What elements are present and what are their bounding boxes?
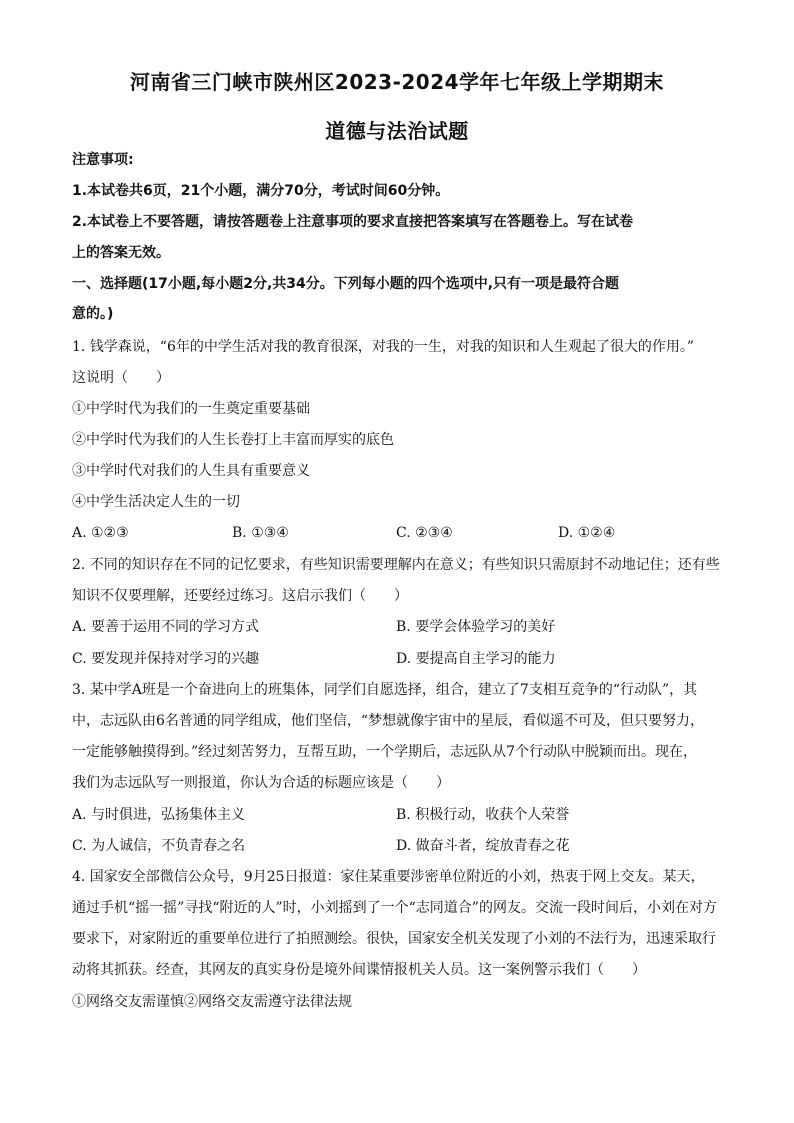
q1-statement-3: ③中学时代对我们的人生具有重要意义 xyxy=(72,463,310,479)
q3-stem-cont-3: 我们为志远队写一则报道，你认为合适的标题应该是（ ） xyxy=(72,775,450,791)
q1-option-c: C. ②③④ xyxy=(396,525,453,541)
notes-heading: 注意事项: xyxy=(72,152,134,168)
exam-title: 河南省三门峡市陕州区2023-2024学年七年级上学期期末 xyxy=(129,70,665,94)
q3-option-d: D. 做奋斗者，绽放青春之花 xyxy=(396,838,570,854)
q2-stem-cont: 知识不仅要理解，还要经过练习。这启示我们（ ） xyxy=(72,588,408,604)
q1-statement-1: ①中学时代为我们的一生奠定重要基础 xyxy=(72,401,310,417)
q2-option-b: B. 要学会体验学习的美好 xyxy=(396,619,556,635)
q3-stem-cont-2: 一定能够触摸得到。”经过刻苦努力，互帮互助，一个学期后，志远队从7个行动队中脱颖而出。现在， xyxy=(72,744,698,760)
q3-option-a: A. 与时俱进，弘扬集体主义 xyxy=(72,807,246,823)
q3-option-c: C. 为人诚信，不负青春之名 xyxy=(72,838,246,854)
note-2: 2.本试卷上不要答题，请按答题卷上注意事项的要求直接把答案填写在答题卷上。写在试卷 xyxy=(72,214,634,230)
q3-stem-cont-1: 中，志远队由6名普通的同学组成，他们坚信，“梦想就像宇宙中的星辰，看似遥不可及，但只要努力， xyxy=(72,713,705,729)
q4-statement-1: ①网络交友需谨慎②网络交友需遵守法律法规 xyxy=(72,994,352,1010)
q1-statement-4: ④中学生活决定人生的一切 xyxy=(72,494,240,510)
q1-option-d: D. ①②④ xyxy=(558,525,616,541)
q2-option-d: D. 要提高自主学习的能力 xyxy=(396,651,556,667)
q2-option-a: A. 要善于运用不同的学习方式 xyxy=(72,619,260,635)
q1-option-a: A. ①②③ xyxy=(72,525,129,541)
q1-stem: 1. 钱学森说，“6年的中学生活对我的教育很深，对我的一生，对我的知识和人生观起了很大的作用。” xyxy=(72,339,695,355)
q1-statement-2: ②中学时代为我们的人生长卷打上丰富而厚实的底色 xyxy=(72,432,394,448)
note-1: 1.本试卷共6页，21个小题，满分70分，考试时间60分钟。 xyxy=(72,183,450,199)
q1-option-b: B. ①③④ xyxy=(232,525,289,541)
q1-stem-cont: 这说明（ ） xyxy=(72,370,170,386)
section-heading-cont: 意的。) xyxy=(72,306,114,322)
q4-stem-cont-2: 要求下，对家附近的重要单位进行了拍照测绘。很快，国家安全机关发现了小刘的不法行为，迅速采取行 xyxy=(72,931,716,947)
q4-stem: 4. 国家安全部微信公众号，9月25日报道：家住某重要涉密单位附近的小刘，热衷于网上交友。某天， xyxy=(72,869,705,885)
section-heading: 一、选择题(17小题,每小题2分,共34分。下列每小题的四个选项中,只有一项是最符合题 xyxy=(72,276,620,292)
q2-stem: 2. 不同的知识存在不同的记忆要求，有些知识需要理解内在意义；有些知识只需原封不动地记住；还有些 xyxy=(72,557,720,573)
q4-stem-cont-3: 动将其抓获。经查，其网友的真实身份是境外间谍情报机关人员。这一案例警示我们（ ） xyxy=(72,962,646,978)
q3-stem: 3. 某中学A班是一个奋进向上的班集体，同学们自愿选择，组合，建立了7支相互竞争的“行动队”，其 xyxy=(72,682,698,698)
q3-option-b: B. 积极行动，收获个人荣誉 xyxy=(396,807,570,823)
note-2-cont: 上的答案无效。 xyxy=(72,245,170,261)
exam-subject: 道德与法治试题 xyxy=(325,119,469,143)
q4-stem-cont-1: 通过手机“摇一摇”寻找“附近的人”时，小刘摇到了一个“志同道合”的网友。交流一段时间后，小刘在对方 xyxy=(72,900,717,916)
q2-option-c: C. 要发现并保持对学习的兴趣 xyxy=(72,651,260,667)
